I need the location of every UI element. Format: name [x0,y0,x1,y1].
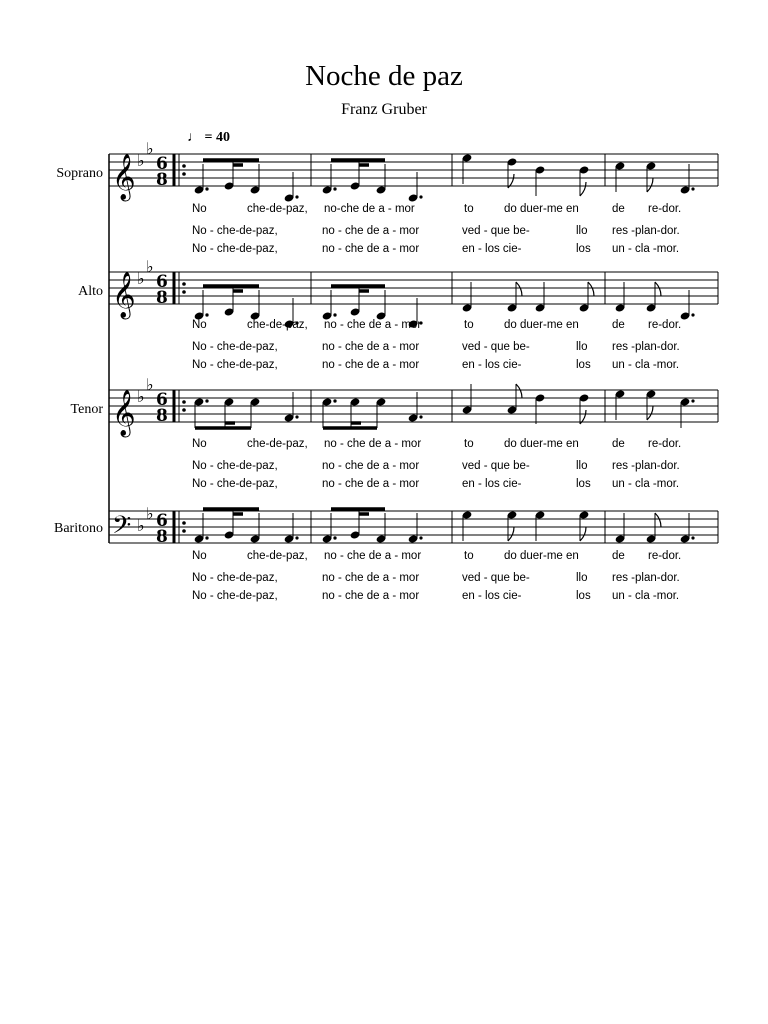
lyric-syllable: ved - que be- [462,572,530,584]
eighth-flag [655,282,661,296]
repeat-dot [182,400,186,404]
lyric-syllable: llo [576,225,588,237]
eighth-flag [647,178,653,192]
flat-icon: ♭ [146,504,154,523]
lyric-syllable: che-de-paz, [247,319,308,331]
repeat-dot [182,408,186,412]
lyric-syllable: llo [576,460,588,472]
lyric-syllable: de [612,319,625,331]
repeat-dot [182,529,186,533]
lyric-syllable: to [464,203,474,215]
lyric-syllable: no - che de a - mor [322,225,420,237]
augmentation-dot [205,313,208,316]
tempo-text: = 40 [204,130,230,145]
time-signature-denominator: 8 [156,406,168,426]
flat-icon: ♭ [137,269,145,288]
lyric-syllable: do duer-me en [504,319,579,331]
time-signature-denominator: 8 [156,288,168,308]
repeat-dot [182,290,186,294]
lyric-syllable: en - los cie- [462,243,522,255]
repeat-dot [182,521,186,525]
lyric-syllable: un - cla -mor. [612,590,680,602]
lyric-syllable: res -plan-dor. [612,341,680,353]
time-signature-numerator: 6 [156,390,168,410]
lyric-syllable: no - che de a - mor [322,572,420,584]
lyric-syllable: no - che de a - mor [322,341,420,353]
lyric-syllable: No [192,203,207,215]
lyric-syllable: ved - que be- [462,225,530,237]
lyric-syllable: No - che-de-paz, [192,341,278,353]
eighth-flag [580,527,586,541]
instrument-name-baritono: Baritono [54,521,103,536]
augmentation-dot [295,415,298,418]
flat-icon: ♭ [146,375,154,394]
lyric-syllable: No - che-de-paz, [192,243,278,255]
lyric-syllable: che-de-paz, [247,550,308,562]
lyric-syllable: de [612,550,625,562]
augmentation-dot [419,536,422,539]
augmentation-dot [205,536,208,539]
lyric-syllable: en - los cie- [462,359,522,371]
lyric-syllable: No [192,438,207,450]
lyric-syllable: to [464,319,474,331]
augmentation-dot [205,187,208,190]
lyric-syllable: no - che de a - mor [322,243,420,255]
lyric-syllable: no - che de a - mor [322,478,420,490]
bass-clef-icon: 𝄢 [112,511,132,546]
lyric-syllable: de [612,438,625,450]
time-signature-numerator: 6 [156,511,168,531]
lyric-syllable: llo [576,572,588,584]
augmentation-dot [295,195,298,198]
eighth-flag [655,513,661,527]
lyric-syllable: los [576,478,591,490]
eighth-flag [516,384,522,398]
augmentation-dot [333,187,336,190]
lyric-syllable: to [464,438,474,450]
augmentation-dot [419,195,422,198]
augmentation-dot [295,536,298,539]
lyric-syllable: no - che de a - mor [324,550,422,562]
lyric-syllable: de [612,203,625,215]
lyric-syllable: che-de-paz, [247,438,308,450]
lyric-syllable: llo [576,341,588,353]
lyric-syllable: No - che-de-paz, [192,478,278,490]
flat-icon: ♭ [146,257,154,276]
lyric-syllable: no - che de a - mor [322,590,420,602]
repeat-dot [182,164,186,168]
lyric-syllable: do duer-me en [504,550,579,562]
quarter-note-icon: ♩ [187,130,201,145]
flat-icon: ♭ [137,151,145,170]
augmentation-dot [691,399,694,402]
lyric-syllable: to [464,550,474,562]
treble-clef-icon: 𝄞 [112,272,136,318]
augmentation-dot [691,187,694,190]
eighth-flag [580,182,586,196]
augmentation-dot [333,536,336,539]
lyric-syllable: No [192,550,207,562]
lyric-syllable: en - los cie- [462,590,522,602]
lyric-syllable: ved - que be- [462,341,530,353]
lyric-syllable: res -plan-dor. [612,460,680,472]
lyric-syllable: no - che de a - mor [324,319,422,331]
lyric-syllable: no - che de a - mor [324,438,422,450]
lyric-syllable: No - che-de-paz, [192,460,278,472]
score-title: Noche de paz [305,60,463,92]
lyric-syllable: re-dor. [648,319,682,331]
lyric-syllable: res -plan-dor. [612,225,680,237]
lyric-syllable: No - che-de-paz, [192,225,278,237]
lyric-syllable: res -plan-dor. [612,572,680,584]
lyric-syllable: los [576,590,591,602]
time-signature-denominator: 8 [156,527,168,547]
repeat-dot [182,172,186,176]
augmentation-dot [333,313,336,316]
lyric-syllable: do duer-me en [504,438,579,450]
lyric-syllable: No - che-de-paz, [192,572,278,584]
augmentation-dot [419,415,422,418]
eighth-flag [647,406,653,420]
lyric-syllable: re-dor. [648,438,682,450]
lyric-syllable: che-de-paz, [247,203,308,215]
time-signature-numerator: 6 [156,272,168,292]
lyric-syllable: No - che-de-paz, [192,590,278,602]
lyric-syllable: un - cla -mor. [612,478,680,490]
augmentation-dot [691,313,694,316]
time-signature-numerator: 6 [156,154,168,174]
lyric-syllable: no-che de a - mor [324,203,415,215]
instrument-name-soprano: Soprano [56,166,103,181]
composer-name: Franz Gruber [341,101,427,118]
lyric-syllable: ved - que be- [462,460,530,472]
augmentation-dot [691,536,694,539]
flat-icon: ♭ [137,516,145,535]
lyric-syllable: en - los cie- [462,478,522,490]
flat-icon: ♭ [137,387,145,406]
lyric-syllable: do duer-me en [504,203,579,215]
augmentation-dot [333,399,336,402]
instrument-name-tenor: Tenor [70,402,103,417]
eighth-flag [516,282,522,296]
augmentation-dot [205,399,208,402]
lyric-syllable: No [192,319,207,331]
treble-clef-icon: 𝄞 [112,154,136,200]
lyric-syllable: re-dor. [648,203,682,215]
time-signature-denominator: 8 [156,170,168,190]
lyric-syllable: un - cla -mor. [612,243,680,255]
lyric-syllable: los [576,243,591,255]
lyric-syllable: No - che-de-paz, [192,359,278,371]
lyric-syllable: un - cla -mor. [612,359,680,371]
flat-icon: ♭ [146,139,154,158]
treble-clef-icon: 𝄞 [112,390,136,436]
lyric-syllable: los [576,359,591,371]
repeat-dot [182,282,186,286]
eighth-flag [508,527,514,541]
lyric-syllable: no - che de a - mor [322,460,420,472]
lyric-syllable: no - che de a - mor [322,359,420,371]
instrument-name-alto: Alto [78,284,103,299]
eighth-flag [588,282,594,296]
lyric-syllable: re-dor. [648,550,682,562]
